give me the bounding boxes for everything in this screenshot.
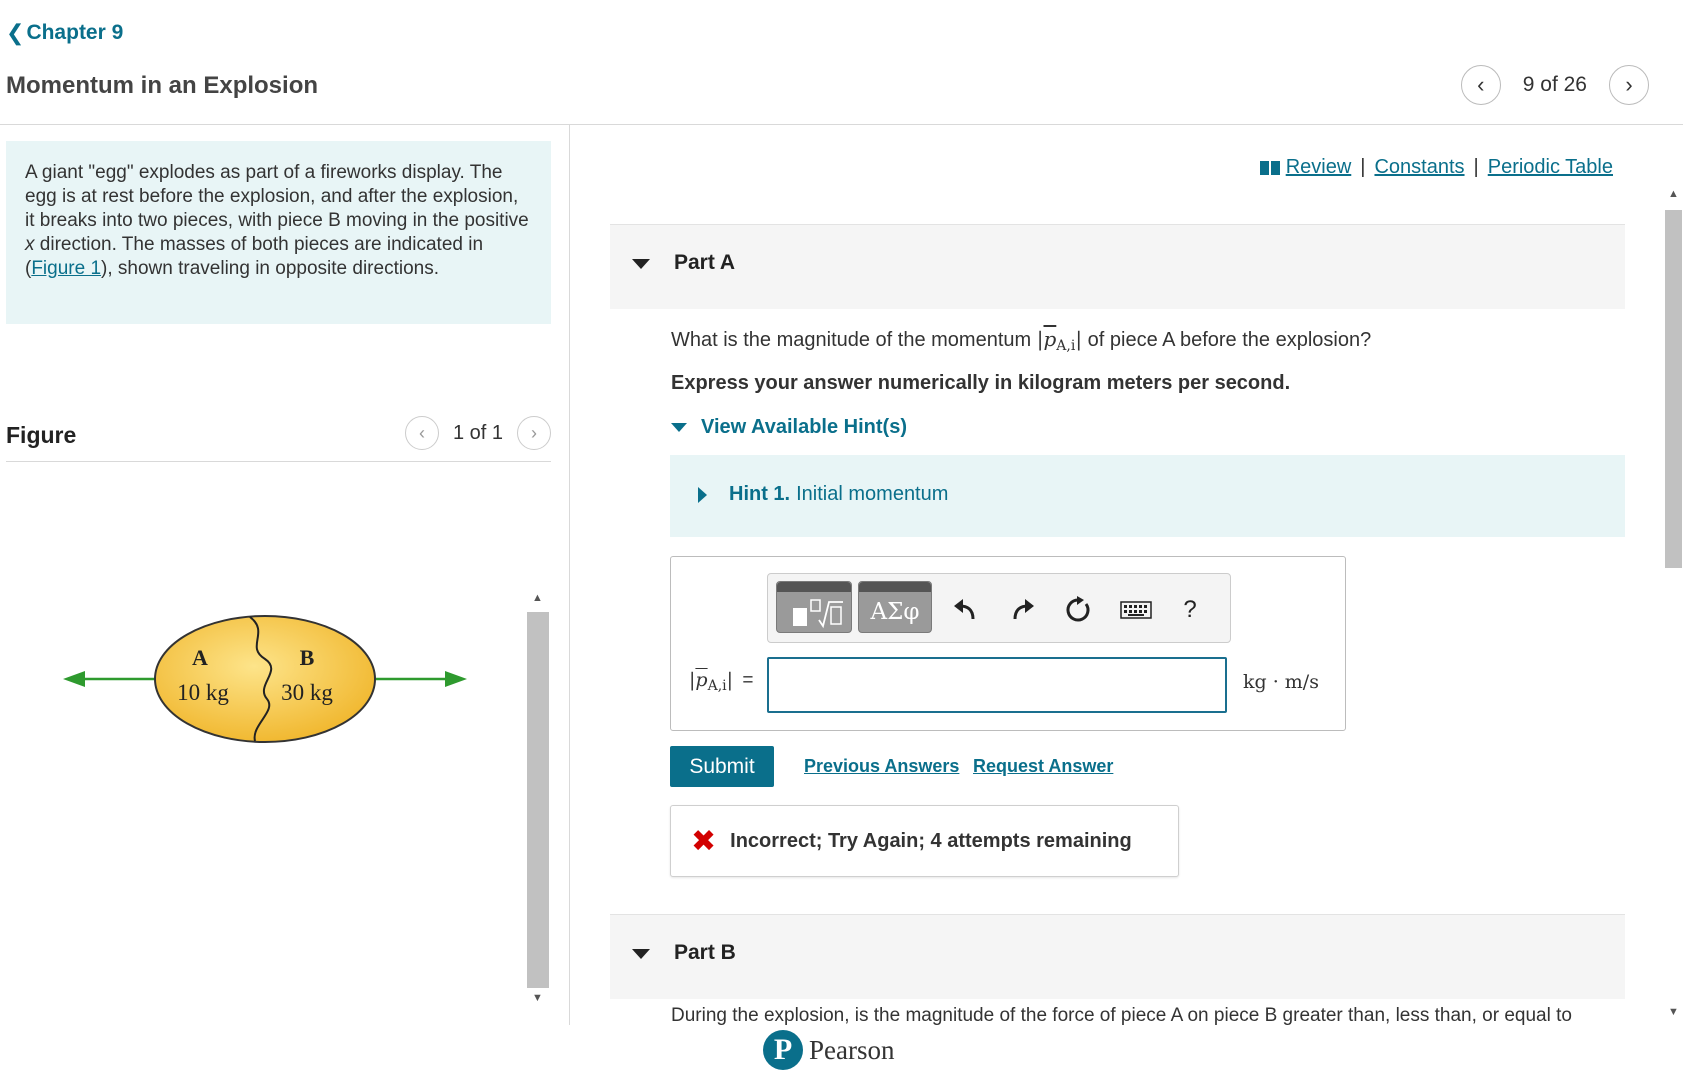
- part-b-question-text: During the explosion, is the magnitude of the force of piece A on piece B greater than, less than, or equal to: [671, 1005, 1572, 1026]
- next-item-button[interactable]: [1609, 65, 1649, 105]
- part-a-header[interactable]: [610, 224, 1625, 309]
- item-pager-text: 9 of 26: [1522, 73, 1587, 96]
- answer-label: [689, 669, 753, 694]
- hint-panel: [670, 455, 1625, 537]
- answer-box: [670, 556, 1346, 731]
- chevron-left-icon: ‹: [1477, 72, 1485, 97]
- hint-number: Hint 1.: [729, 483, 791, 505]
- expand-triangle-icon: [698, 487, 707, 503]
- review-link[interactable]: Review: [1285, 156, 1352, 178]
- keyboard-icon[interactable]: [1116, 592, 1156, 628]
- part-b-label: Part B: [674, 941, 736, 964]
- previous-figure-button[interactable]: [405, 416, 439, 450]
- problem-intro: [6, 141, 551, 324]
- question-text-1: What is the magnitude of the momentum: [671, 329, 1037, 351]
- collapse-triangle-icon: [632, 259, 650, 269]
- figure-scrollbar-thumb[interactable]: [527, 612, 549, 988]
- figure-pager-text: 1 of 1: [452, 421, 503, 444]
- chevron-right-icon: ›: [531, 422, 537, 443]
- part-a-label: Part A: [674, 251, 736, 274]
- math-toolbar: [767, 573, 1231, 643]
- undo-icon-svg: [953, 599, 979, 621]
- link-separator: |: [1360, 156, 1366, 178]
- redo-icon[interactable]: [1004, 592, 1040, 628]
- figure-header: [6, 408, 551, 462]
- view-hints-label: View Available Hint(s): [701, 416, 907, 438]
- part-b-question: [671, 1005, 1601, 1026]
- hint-1-toggle[interactable]: [698, 483, 948, 506]
- view-hints-toggle[interactable]: [671, 416, 907, 439]
- undo-icon[interactable]: [948, 592, 984, 628]
- p-subscript: A,i: [707, 678, 727, 694]
- piece-b-label: B: [299, 645, 315, 670]
- p-vector-symbol: $\overline{p}$: [695, 669, 708, 691]
- resource-links: [1260, 156, 1613, 179]
- figure-link[interactable]: Figure 1: [31, 258, 102, 279]
- button-band: [859, 582, 931, 592]
- piece-b-mass: 30 kg: [281, 680, 333, 705]
- next-figure-button[interactable]: [517, 416, 551, 450]
- templates-icon: [781, 594, 847, 630]
- egg-explosion-figure: [55, 607, 475, 757]
- arrow-right: [373, 671, 467, 687]
- greek-symbols-button[interactable]: [858, 581, 932, 633]
- figure-scrollbar[interactable]: [527, 590, 549, 1010]
- scroll-up-icon[interactable]: ▲: [532, 592, 543, 604]
- book-icon: [1260, 160, 1280, 176]
- intro-text-3: ), shown traveling in opposite directions.: [101, 258, 439, 279]
- hint-title: Initial momentum: [796, 483, 949, 505]
- page-title: Momentum in an Explosion: [6, 72, 319, 99]
- scroll-up-icon[interactable]: ▲: [1668, 188, 1679, 200]
- greek-symbols-label: ΑΣφ: [870, 599, 920, 625]
- redo-icon-svg: [1009, 599, 1035, 621]
- egg-shape: [155, 616, 375, 742]
- intro-x-variable: x: [25, 234, 35, 255]
- equals-sign: =: [742, 670, 754, 691]
- scroll-down-icon[interactable]: ▼: [1668, 1006, 1679, 1018]
- feedback-text: Incorrect; Try Again; 4 attempts remaining: [730, 829, 1132, 852]
- page-header: [0, 0, 1683, 125]
- momentum-symbol: $|\overline{p}_{A,i}|$: [1036, 327, 1083, 354]
- answer-unit: kg · m/s: [1243, 671, 1319, 693]
- chapter-back-link[interactable]: [6, 20, 123, 46]
- reset-icon-svg: [1064, 596, 1092, 624]
- expand-triangle-icon: [671, 423, 687, 432]
- submit-button[interactable]: Submit: [670, 746, 774, 787]
- question-text-2: of piece A before the explosion?: [1082, 329, 1372, 351]
- incorrect-x-icon: ✖: [691, 824, 717, 858]
- page-scrollbar[interactable]: [1664, 186, 1683, 1021]
- chapter-back-label: Chapter 9: [26, 21, 124, 44]
- previous-answers-link[interactable]: Previous Answers: [804, 756, 960, 776]
- periodic-table-link[interactable]: Periodic Table: [1487, 156, 1613, 178]
- chevron-left-icon: ‹: [418, 422, 425, 443]
- part-a-instruction: Express your answer numerically in kilogram meters per second.: [671, 372, 1291, 394]
- part-a-question: [671, 327, 1371, 354]
- help-icon[interactable]: ?: [1183, 596, 1197, 623]
- answer-input[interactable]: [767, 657, 1227, 713]
- intro-text-1: A giant "egg" explodes as part of a fireworks display. The egg is at rest before the explosion, and after the explosion, it breaks into two pieces, with piece B moving in the positive: [25, 162, 529, 231]
- piece-a-mass: 10 kg: [177, 680, 229, 705]
- pearson-wordmark: Pearson: [809, 1034, 895, 1065]
- piece-a-label: A: [192, 645, 208, 670]
- request-answer-link[interactable]: Request Answer: [973, 756, 1114, 776]
- keyboard-icon-svg: [1120, 601, 1152, 619]
- figure-title: Figure: [6, 422, 77, 448]
- button-band: [777, 582, 851, 592]
- constants-link[interactable]: Constants: [1374, 156, 1465, 178]
- feedback-message: [670, 805, 1179, 877]
- chevron-right-icon: ›: [1625, 72, 1633, 97]
- arrow-left: [63, 671, 155, 687]
- figure-pager: [405, 416, 551, 450]
- chevron-left-icon: ❮: [6, 20, 25, 45]
- answer-momentum-symbol: $|\overline{p}_{A,i}|$: [689, 669, 734, 694]
- templates-button[interactable]: [776, 581, 852, 633]
- part-b-header[interactable]: [610, 914, 1625, 999]
- page-scrollbar-thumb[interactable]: [1665, 210, 1682, 568]
- link-separator: |: [1473, 156, 1479, 178]
- reset-icon[interactable]: [1060, 592, 1096, 628]
- pearson-logo: [763, 1030, 894, 1070]
- p-subscript: A,i: [1056, 338, 1076, 354]
- intro-text-2: direction. The masses of both pieces are indicated in (: [25, 234, 484, 279]
- scroll-down-icon[interactable]: ▼: [532, 992, 543, 1004]
- p-vector-symbol: $\overline{p}$: [1043, 327, 1057, 351]
- pearson-p-icon: P: [763, 1030, 803, 1070]
- collapse-triangle-icon: [632, 949, 650, 959]
- item-pager: [1461, 65, 1649, 105]
- previous-item-button[interactable]: [1461, 65, 1501, 105]
